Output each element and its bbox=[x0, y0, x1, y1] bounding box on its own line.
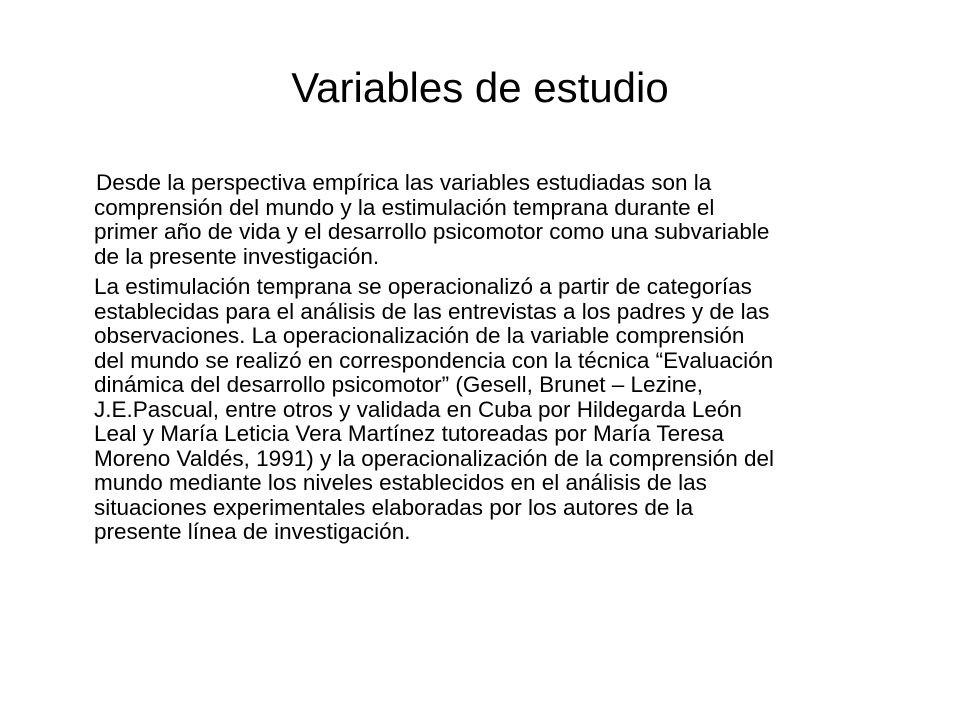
paragraph-variables bbox=[94, 171, 914, 269]
paragraph-line: mundo mediante los niveles establecidos en el análisis de las bbox=[94, 470, 707, 495]
paragraph-line: J.E.Pascual, entre otros y validada en Cuba por Hildegarda León bbox=[94, 396, 742, 422]
paragraph-line: primer año de vida y el desarrollo psicomotor como una subvariable bbox=[94, 219, 770, 244]
slide-title: Variables de estudio bbox=[291, 64, 669, 111]
paragraph-line: del mundo se realizó en correspondencia con la técnica “Evaluación bbox=[94, 347, 774, 373]
paragraph-line: Leal y María Leticia Vera Martínez tutoreadas por María Teresa bbox=[94, 421, 724, 446]
paragraph-line: Moreno Valdés, 1991) y la operacionalización de la comprensión del bbox=[94, 445, 774, 471]
slide-body bbox=[94, 171, 914, 549]
paragraph-line: La estimulación temprana se operacionalizó a partir de categorías bbox=[94, 274, 752, 299]
paragraph-line: Desde la perspectiva empírica las variables estudiadas son la bbox=[96, 170, 712, 195]
paragraph-operationalization bbox=[94, 275, 914, 545]
paragraph-line: establecidas para el análisis de las entrevistas a los padres y de las bbox=[94, 298, 770, 324]
paragraph-line: presente línea de investigación. bbox=[94, 519, 411, 544]
paragraph-line: comprensión del mundo y la estimulación temprana durante el bbox=[94, 194, 715, 220]
paragraph-line: de la presente investigación. bbox=[94, 243, 380, 269]
paragraph-line: observaciones. La operacionalización de la variable comprensión bbox=[94, 323, 745, 348]
paragraph-line: situaciones experimentales elaboradas por los autores de la bbox=[94, 494, 694, 520]
paragraph-line: dinámica del desarrollo psicomotor” (Gesell, Brunet – Lezine, bbox=[94, 372, 704, 397]
